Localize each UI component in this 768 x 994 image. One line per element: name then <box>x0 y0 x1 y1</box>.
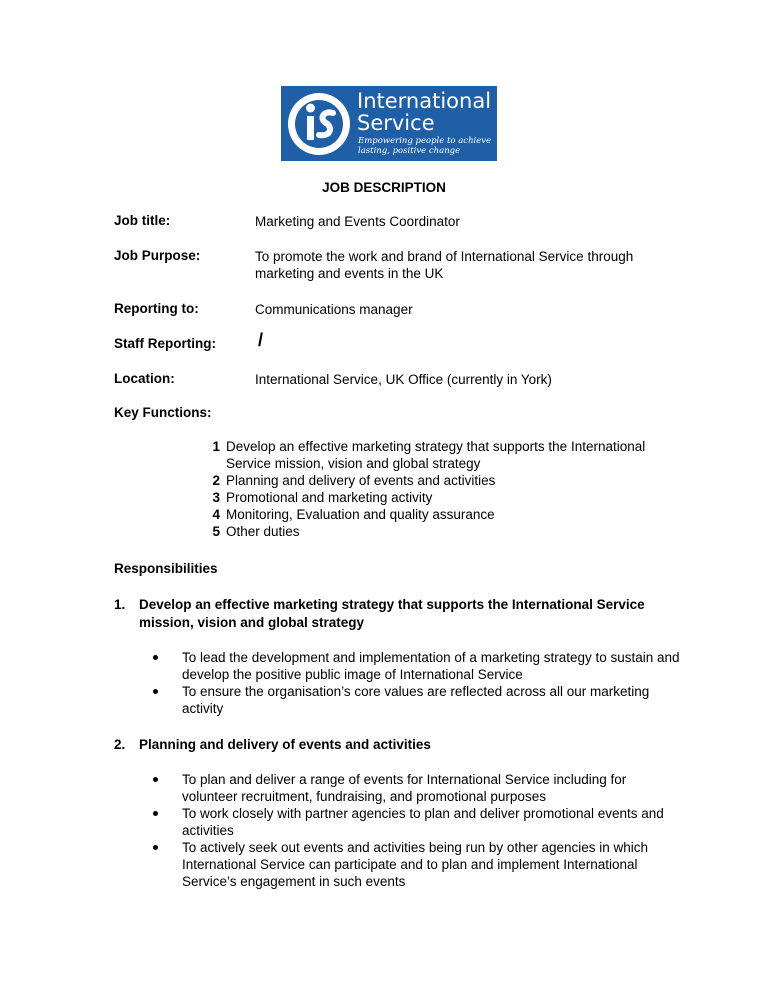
bullet-icon <box>153 777 158 782</box>
heading-number: 2. <box>114 737 126 752</box>
list-item-line: To lead the development and implementation of a marketing strategy to sustain and <box>182 650 680 665</box>
list-item-line: develop the positive public image of International Service <box>182 667 523 682</box>
reporting-to-label: Reporting to: <box>114 301 199 316</box>
job-title-label: Job title: <box>114 213 171 228</box>
job-purpose-value <box>255 248 685 282</box>
logo-name-line1: International <box>357 89 492 113</box>
key-functions-list <box>180 438 700 540</box>
responsibility-heading-2 <box>114 736 674 754</box>
heading-line: mission, vision and global strategy <box>139 615 365 630</box>
job-purpose-line1: To promote the work and brand of International Service through <box>255 249 634 264</box>
list-item-text: Planning and delivery of events and activities <box>226 473 496 488</box>
organization-logo <box>281 86 497 161</box>
list-item <box>180 523 700 540</box>
list-item-line: To actively seek out events and activities being run by other agencies in which <box>182 840 649 855</box>
logo-tagline-line2: lasting, positive change <box>358 146 461 156</box>
list-item-number: 3 <box>212 490 220 505</box>
list-item-line: Service’s engagement in such events <box>182 874 406 889</box>
bullet-icon <box>153 655 158 660</box>
key-functions-label: Key Functions: <box>114 405 212 420</box>
responsibilities-label: Responsibilities <box>114 561 218 576</box>
list-item <box>150 649 710 683</box>
list-item-line: International Service can participate and to plan and implement International <box>182 857 638 872</box>
list-item-number: 1 <box>212 439 220 454</box>
list-item-number: 5 <box>212 524 220 539</box>
list-item-line: activity <box>182 701 224 716</box>
list-item <box>180 489 700 506</box>
list-item <box>150 839 710 890</box>
staff-reporting-label: Staff Reporting: <box>114 336 216 351</box>
heading-line: Planning and delivery of events and activities <box>139 737 431 752</box>
responsibility-bullets-2 <box>150 771 710 890</box>
location-value: International Service, UK Office (currently in York) <box>255 372 552 387</box>
list-item <box>150 771 710 805</box>
list-item-number: 4 <box>212 507 220 522</box>
bullet-icon <box>153 845 158 850</box>
list-item-text <box>226 438 700 472</box>
logo-wordmark <box>357 90 491 134</box>
list-item-line: To plan and deliver a range of events for International Service including for <box>182 772 627 787</box>
job-purpose-line2: marketing and events in the UK <box>255 266 444 281</box>
list-item <box>180 438 700 472</box>
list-item-line: volunteer recruitment, fundraising, and promotional purposes <box>182 789 546 804</box>
list-item-text: Promotional and marketing activity <box>226 490 433 505</box>
list-item <box>150 805 710 839</box>
heading-number: 1. <box>114 597 126 612</box>
list-item-text: Other duties <box>226 524 300 539</box>
list-item-line: To ensure the organisation’s core values are reflected across all our marketing <box>182 684 650 699</box>
list-item <box>150 683 710 717</box>
list-item-line: activities <box>182 823 234 838</box>
responsibility-heading-1 <box>114 596 674 632</box>
list-item <box>180 506 700 523</box>
reporting-to-value: Communications manager <box>255 302 413 317</box>
logo-emblem-icon <box>281 86 361 161</box>
list-item-line: Develop an effective marketing strategy that supports the International <box>226 439 646 454</box>
heading-line: Develop an effective marketing strategy that supports the International Service <box>139 597 645 612</box>
list-item-line: To work closely with partner agencies to plan and deliver promotional events and <box>182 806 664 821</box>
logo-tagline-line1: Empowering people to achieve <box>358 136 492 146</box>
list-item-number: 2 <box>212 473 220 488</box>
job-title-value: Marketing and Events Coordinator <box>255 214 460 229</box>
bullet-icon <box>153 689 158 694</box>
responsibility-bullets-1 <box>150 649 710 717</box>
location-label: Location: <box>114 371 175 386</box>
list-item-text: Monitoring, Evaluation and quality assurance <box>226 507 495 522</box>
staff-reporting-value: / <box>258 330 264 350</box>
job-purpose-label: Job Purpose: <box>114 248 201 263</box>
list-item <box>180 472 700 489</box>
document-title: JOB DESCRIPTION <box>322 180 446 195</box>
bullet-icon <box>153 811 158 816</box>
logo-name-line2: Service <box>357 111 435 135</box>
list-item-line: Service mission, vision and global strategy <box>226 456 481 471</box>
logo-tagline <box>358 136 491 156</box>
